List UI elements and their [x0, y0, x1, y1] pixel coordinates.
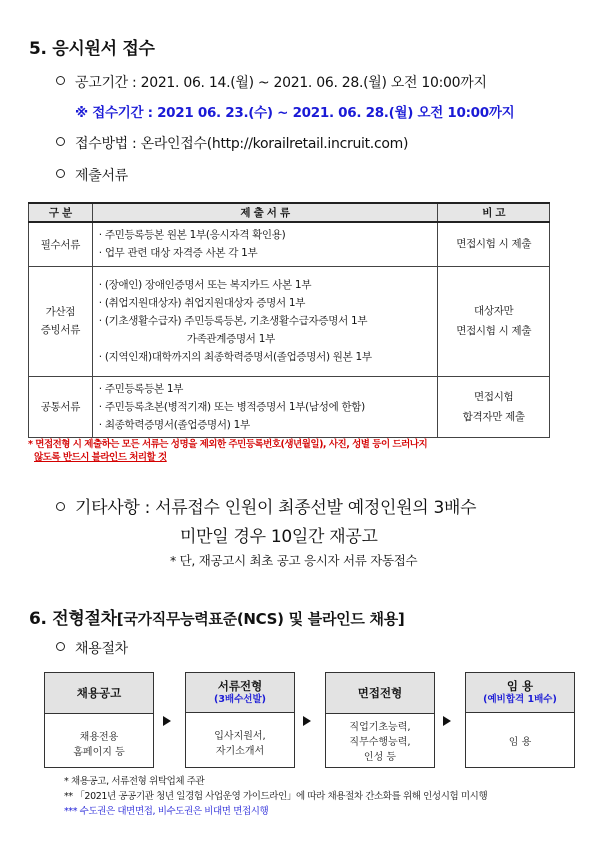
misc-line-2: 미만일 경우 10일간 재공고	[180, 527, 378, 547]
footnote-1: * 채용공고, 서류전형 위탁업체 주관	[64, 776, 205, 787]
blind-warning-note: * 면접전형 시 제출하는 모든 서류는 성명을 제외한 주민등록번호(생년월일), 사진, 성별 등이 드러나지 않도록 반드시 블라인드 처리할 것	[28, 439, 428, 463]
header-note: 비 고	[438, 203, 550, 222]
circle-bullet-icon	[56, 502, 65, 511]
row-category: 가산점 증빙서류	[29, 266, 93, 376]
row-items: · 주민등록등본 1부 · 주민등록초본(병적기재) 또는 병적증명서 1부(남성에 한함) · 최종학력증명서(졸업증명서) 1부	[92, 376, 438, 437]
section5-title: 5. 응시원서 접수	[29, 39, 155, 59]
table-row	[29, 376, 550, 437]
arrow-right-icon	[303, 716, 311, 726]
row-category: 공통서류	[29, 376, 93, 437]
flow-step-announcement: 채용공고 채용전용 홈페이지 등	[44, 672, 154, 768]
row-items: · 주민등록등본 원본 1부(응시자격 확인용) · 업무 관련 대상 자격증 사본 각 1부	[92, 222, 438, 266]
misc-line: 기타사항 : 서류접수 인원이 최종선발 예정인원의 3배수	[56, 493, 476, 518]
row-category: 필수서류	[29, 222, 93, 266]
circle-bullet-icon	[56, 76, 65, 85]
flow-step-appointment: 임 용 (예비합격 1배수) 임 용	[465, 672, 575, 768]
header-category: 구 분	[29, 203, 93, 222]
circle-bullet-icon	[56, 169, 65, 178]
table-header-row	[29, 203, 550, 222]
section6-title: 6. 전형절차[국가직무능력표준(NCS) 및 블라인드 채용]	[29, 609, 405, 629]
misc-note: * 단, 재공고시 최초 공고 응시자 서류 자동접수	[170, 553, 418, 568]
circle-bullet-icon	[56, 137, 65, 146]
period-line: 공고기간 : 2021. 06. 14.(월) ~ 2021. 06. 28.(월) 오전 10:00까지	[56, 72, 487, 92]
table-row	[29, 266, 550, 376]
method-line: 접수방법 : 온라인접수(http://korailretail.incruit.com)	[56, 133, 408, 153]
header-documents: 제 출 서 류	[92, 203, 438, 222]
arrow-right-icon	[163, 716, 171, 726]
docs-label: 제출서류	[56, 165, 128, 185]
circle-bullet-icon	[56, 642, 65, 651]
flow-step-document: 서류전형 (3배수선발) 입사지원서, 자기소개서	[185, 672, 295, 768]
row-items: · (장애인) 장애인증명서 또는 복지카드 사본 1부 · (취업지원대상자) 취업지원대상자 증명서 1부 · (기초생활수급자) 주민등록등본, 기초생활수급자증명서 1부 가족관계증명서 1부 · (지역인재)대학까지의 최종학력증명서(졸업증명서) 원본 1부	[92, 266, 438, 376]
table-row	[29, 222, 550, 266]
row-note: 면접시험 시 제출	[438, 222, 550, 266]
accept-period-line: ※ 접수기간 : 2021 06. 23.(수) ~ 2021. 06. 28.(월) 오전 10:00까지	[75, 105, 515, 121]
row-note: 대상자만 면접시험 시 제출	[438, 266, 550, 376]
proc-label: 채용절차	[56, 638, 128, 658]
flow-step-interview: 면접전형 직업기초능력, 직무수행능력, 인성 등	[325, 672, 435, 768]
arrow-right-icon	[443, 716, 451, 726]
footnote-3: *** 수도권은 대면면접, 비수도권은 비대면 면접시행	[64, 806, 269, 817]
footnote-2: ** 「2021년 공공기관 청년 일경험 사업운영 가이드라인」에 따라 채용절차 간소화를 위해 인성시험 미시행	[64, 791, 488, 802]
row-note: 면접시험 합격자만 제출	[438, 376, 550, 437]
documents-table	[28, 202, 550, 438]
